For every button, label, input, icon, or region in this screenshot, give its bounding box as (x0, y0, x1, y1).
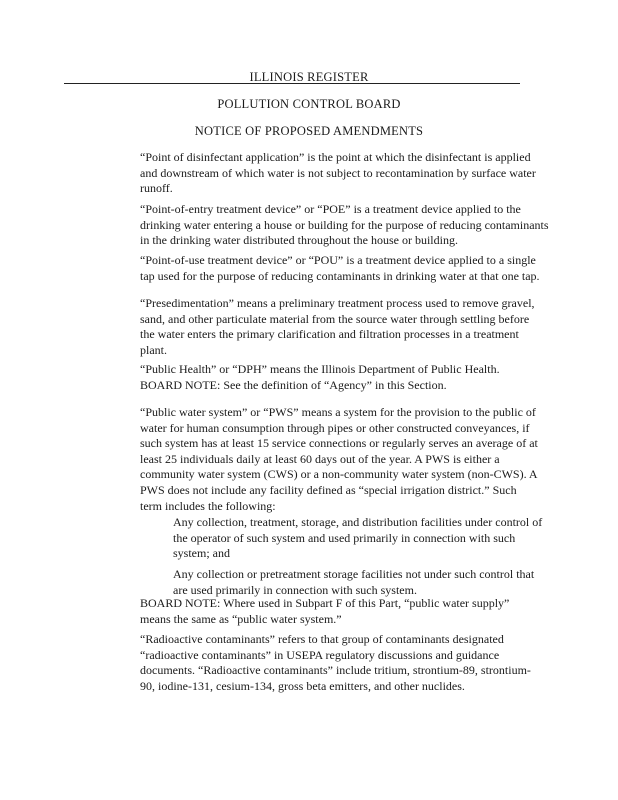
board-note-public-water-supply: BOARD NOTE: Where used in Subpart F of this Part, “public water supply” means the same as “public water system.” (140, 596, 510, 626)
definition-public-health: “Public Health” or “DPH” means the Illinois Department of Public Health. BOARD NOTE: See the definition of “Agency” in this Section. (140, 362, 500, 392)
notice-title: NOTICE OF PROPOSED AMENDMENTS (194, 124, 424, 138)
register-title: ILLINOIS REGISTER (249, 70, 369, 84)
pws-subitem-distribution: Any collection, treatment, storage, and distribution facilities under control of the operator of such system and used primarily in connection with such system; and (173, 515, 543, 561)
definition-point-of-use: “Point-of-use treatment device” or “POU” is a treatment device applied to a single tap used for the purpose of reducing contaminants in drinking water at that one tap. (140, 253, 540, 283)
definition-radioactive-contaminants: “Radioactive contaminants” refers to that group of contaminants designated “radioactive contaminants” in USEPA regulatory discussions and guidance documents. “Radioactive contaminants” include tritium, strontium-89, strontium- 90, iodine-131, cesium-134, gross beta emitters, and other nuclides. (140, 632, 531, 693)
pws-subitem-pretreatment: Any collection or pretreatment storage facilities not under such control that are used primarily in connection with such system. (173, 567, 535, 597)
definition-point-of-disinfectant: “Point of disinfectant application” is the point at which the disinfectant is applied and downstream of which water is not subject to recontamination by surface water runoff. (140, 150, 536, 196)
definition-point-of-entry: “Point-of-entry treatment device” or “POE” is a treatment device applied to the drinking water entering a house or building for the purpose of reducing contaminants in the drinking water distributed throughout the house or building. (140, 202, 549, 248)
definition-presedimentation: “Presedimentation” means a preliminary treatment process used to remove gravel, sand, and other particulate material from the source water through settling before the water enters the primary clarification and filtration processes in a treatment plant. (140, 296, 535, 357)
board-name: POLLUTION CONTROL BOARD (217, 97, 401, 111)
definition-public-water-system: “Public water system” or “PWS” means a system for the provision to the public of water for human consumption through pipes or other constructed conveyances, if such system has at least 15 service connections or regularly serves an average of at least 25 individuals daily at least 60 days out of the year. A PWS is either a community water system (CWS) or a non-community water system (non-CWS). A PWS does not include any facility defined as “special irrigation district.” Such term includes the following: (140, 405, 538, 513)
